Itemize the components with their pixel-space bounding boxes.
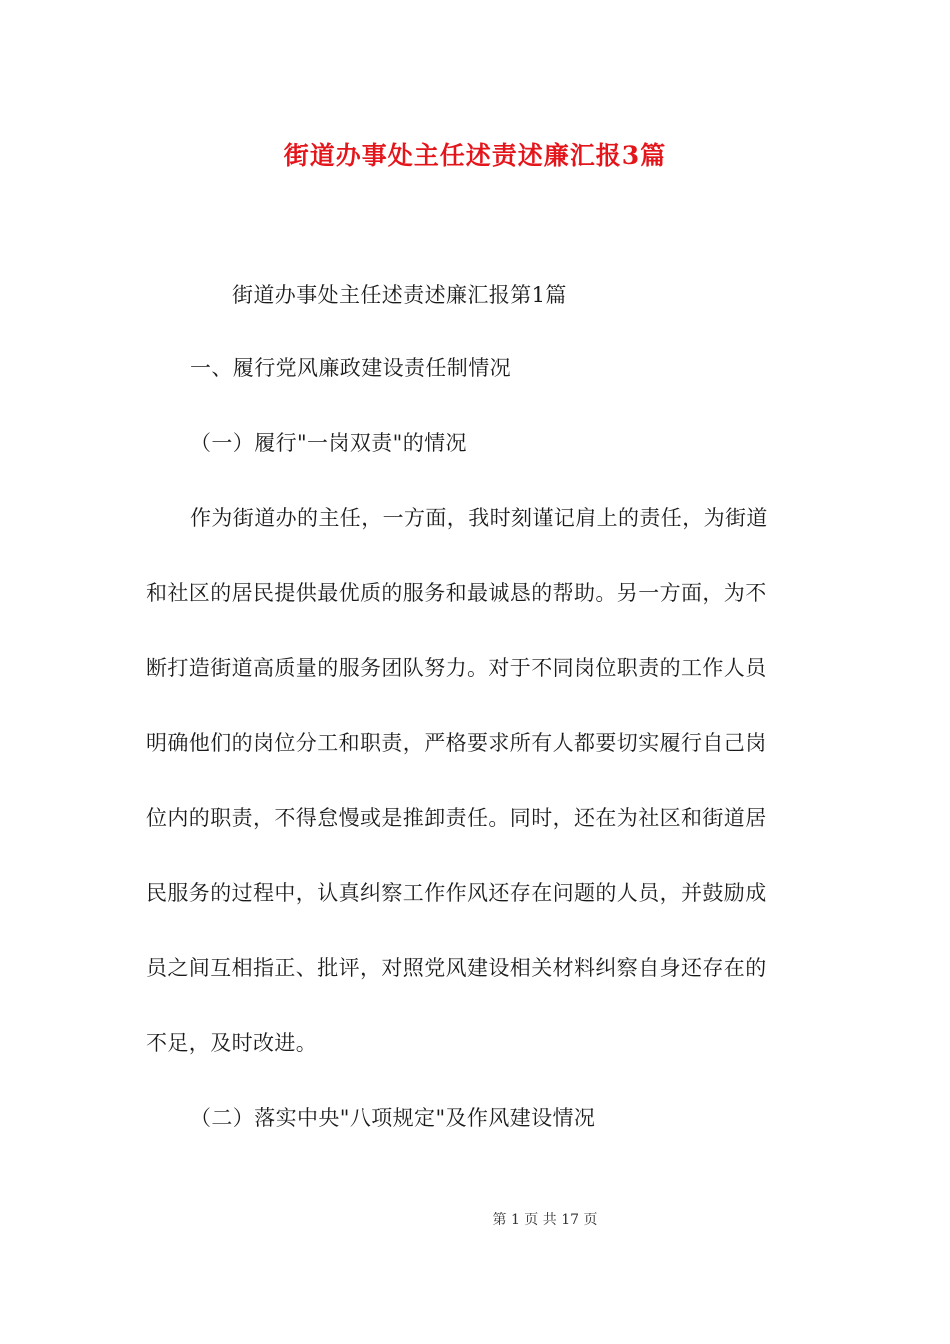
paragraph-line: 员之间互相指正、批评，对照党风建设相关材料纠察自身还存在的 <box>146 956 767 980</box>
paragraph-line: 位内的职责，不得怠慢或是推卸责任。同时，还在为社区和街道居 <box>146 806 767 830</box>
subsection-heading: （一）履行"一岗双责"的情况 <box>190 431 467 455</box>
section-heading: 一、履行党风廉政建设责任制情况 <box>190 356 511 380</box>
article-subtitle: 街道办事处主任述责述廉汇报第1篇 <box>232 283 567 307</box>
paragraph-line: 不足，及时改进。 <box>146 1031 318 1055</box>
paragraph-line: 明确他们的岗位分工和职责，严格要求所有人都要切实履行自己岗 <box>146 731 767 755</box>
document-title: 街道办事处主任述责述廉汇报3篇 <box>283 141 667 170</box>
page-number: 第 1 页 共 17 页 <box>492 1212 598 1228</box>
paragraph-line: 和社区的居民提供最优质的服务和最诚恳的帮助。另一方面，为不 <box>146 581 767 605</box>
subsection-heading: （二）落实中央"八项规定"及作风建设情况 <box>190 1106 596 1130</box>
paragraph-line: 作为街道办的主任，一方面，我时刻谨记肩上的责任，为街道 <box>190 506 768 530</box>
paragraph-line: 民服务的过程中，认真纠察工作作风还存在问题的人员，并鼓励成 <box>146 881 767 905</box>
paragraph-line: 断打造街道高质量的服务团队努力。对于不同岗位职责的工作人员 <box>146 656 767 680</box>
